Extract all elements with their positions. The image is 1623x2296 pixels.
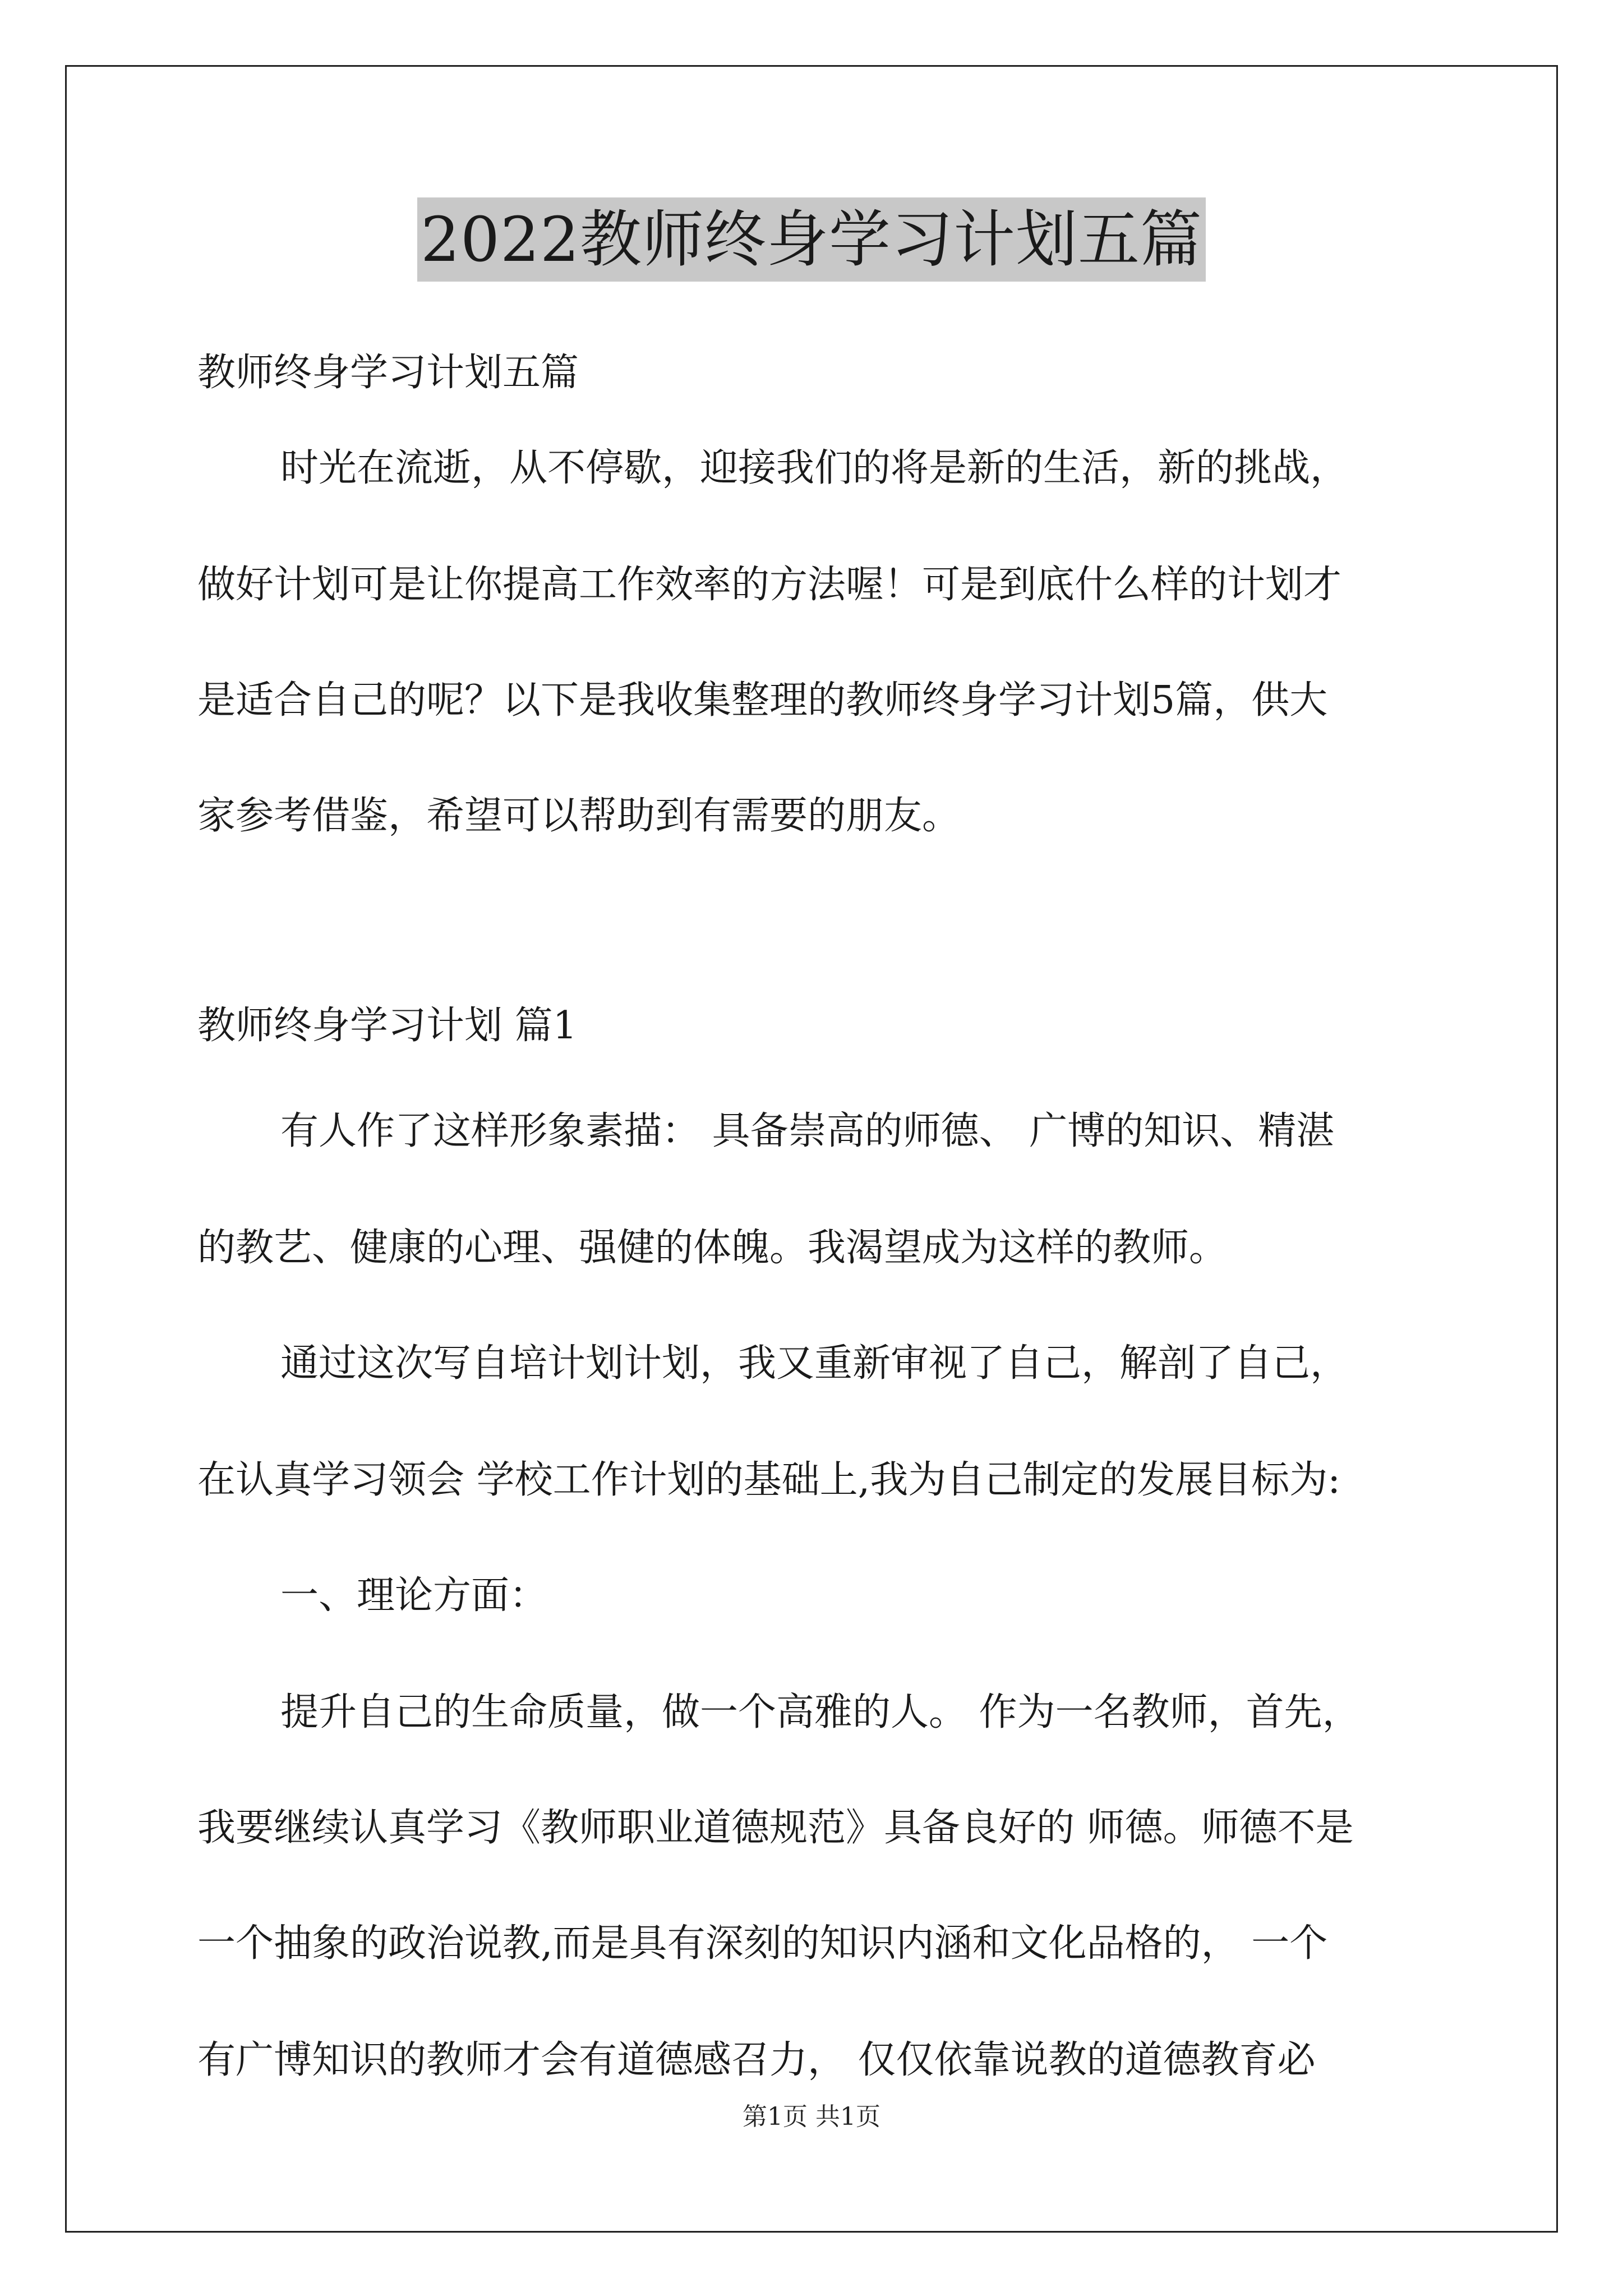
body-line-1: 有人作了这样形象素描： 具备崇高的师德、 广博的知识、精湛 — [280, 1109, 1335, 1153]
document-subtitle: 教师终身学习计划五篇 — [197, 351, 579, 395]
intro-line-3: 是适合自己的呢？以下是我收集整理的教师终身学习计划5篇，供大 — [197, 678, 1328, 723]
intro-line-2: 做好计划可是让你提高工作效率的方法喔！可是到底什么样的计划才 — [197, 563, 1342, 607]
page-footer: 第1页 共1页 — [743, 2102, 880, 2131]
body-line-8: 一个抽象的政治说教,而是具有深刻的知识内涵和文化品格的， 一个 — [197, 1921, 1328, 1966]
body-line-9: 有广博知识的教师才会有道德感召力， 仅仅依靠说教的道德教育必 — [197, 2038, 1316, 2082]
title-container — [0, 197, 1623, 282]
body-line-4: 在认真学习领会 学校工作计划的基础上,我为自己制定的发展目标为: — [197, 1458, 1341, 1502]
body-line-6: 提升自己的生命质量，做一个高雅的人。 作为一名教师，首先， — [280, 1690, 1361, 1734]
intro-line-1: 时光在流逝，从不停歇，迎接我们的将是新的生活，新的挑战， — [280, 446, 1349, 490]
body-line-2: 的教艺、健康的心理、强健的体魄。我渴望成为这样的教师。 — [197, 1226, 1228, 1270]
body-line-7: 我要继续认真学习《教师职业道德规范》具备良好的 师德。师德不是 — [197, 1806, 1354, 1850]
document-title: 2022教师终身学习计划五篇 — [417, 197, 1206, 282]
section-heading: 教师终身学习计划 篇1 — [197, 1004, 577, 1048]
body-line-5: 一、理论方面： — [280, 1573, 548, 1618]
body-line-3: 通过这次写自培计划计划，我又重新审视了自己，解剖了自己， — [280, 1341, 1349, 1386]
intro-line-4: 家参考借鉴，希望可以帮助到有需要的朋友。 — [197, 794, 961, 838]
